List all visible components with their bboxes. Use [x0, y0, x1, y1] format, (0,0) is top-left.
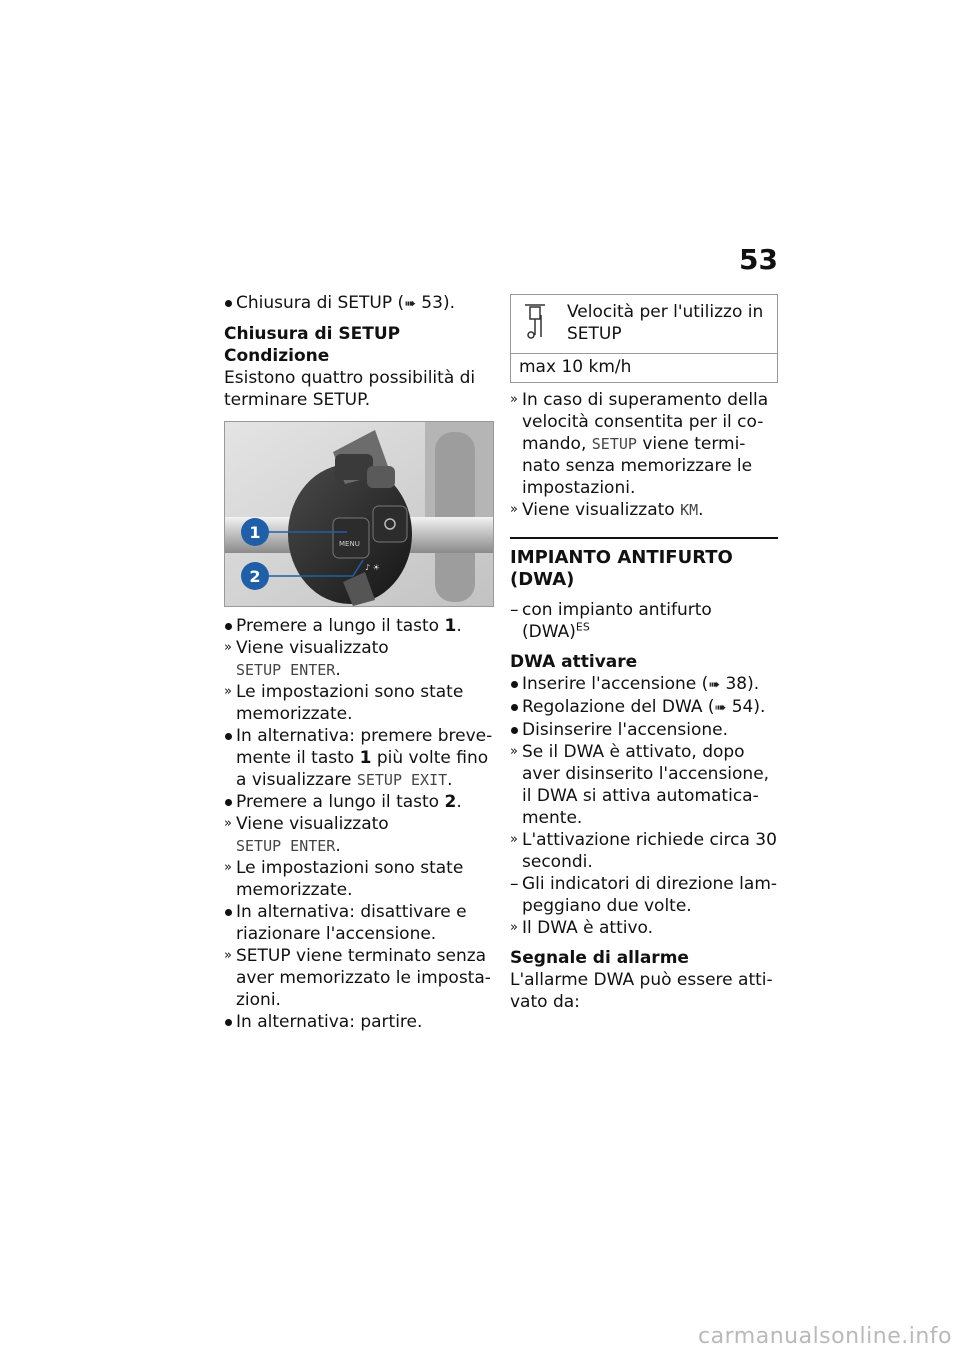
result-chevron-icon: » — [224, 816, 232, 831]
right-column — [510, 292, 778, 1013]
svg-text:MENU: MENU — [339, 540, 360, 548]
page-ref-arrow-icon: ➠ — [714, 700, 727, 716]
bullet-icon — [511, 727, 518, 734]
result-setup-enter-2: » Viene visualizzato SETUP ENTER. — [224, 814, 389, 856]
result-chevron-icon: » — [510, 744, 518, 759]
alarm-text-1: L'allarme DWA può essere atti- — [510, 970, 773, 990]
intro-line-1: Esistono quattro possibilità di — [224, 368, 476, 388]
bullet-icon — [225, 799, 232, 806]
speed-info-label-2: SETUP — [567, 324, 622, 344]
dash-marker: – — [510, 874, 519, 894]
svg-text:♪ ☀: ♪ ☀ — [365, 563, 380, 572]
step-alternative-ride: In alternativa: partire. — [224, 1011, 494, 1033]
note-indicators-flash: – Gli indicatori di direzione lam- peggiano due volte. — [510, 874, 778, 916]
step-ignition-on: Inserire l'accensione (➠ 38). — [510, 673, 778, 696]
bullet-icon — [225, 623, 232, 630]
bullet-icon — [225, 909, 232, 916]
heading-alarm-signal: Segnale di allarme — [510, 948, 689, 968]
figure-label-1: 1 — [249, 523, 261, 542]
section-title-dwa: IMPIANTO ANTIFURTO (DWA) — [510, 537, 778, 591]
bullet-icon — [511, 704, 518, 711]
result-setup-terminated: » SETUP viene terminato senza aver memorizzato le imposta- zioni. — [224, 946, 491, 1010]
speed-info-header — [511, 295, 777, 354]
result-chevron-icon: » — [224, 640, 232, 655]
dash-marker: – — [510, 600, 519, 620]
result-dwa-auto: » Se il DWA è attivato, dopo aver disinserito l'accensione, il DWA si attiva automatica- mente. — [510, 742, 770, 828]
bullet-close-setup-ref: Chiusura di SETUP (➠ 53). — [224, 292, 494, 315]
page-ref-arrow-icon: ➠ — [708, 677, 721, 693]
page-ref-arrow-icon: ➠ — [404, 296, 416, 312]
left-column — [224, 292, 494, 1033]
watermark: carmanualsonline.info — [698, 1324, 952, 1349]
result-chevron-icon: » — [510, 832, 518, 847]
speed-info-label-1: Velocità per l'utilizzo in — [567, 302, 764, 322]
handlebar-switch-figure — [224, 421, 494, 607]
step-press-long-2: Premere a lungo il tasto 2. — [224, 791, 494, 813]
result-saved-1: » Le impostazioni sono state memorizzate. — [224, 682, 464, 724]
page-link-38[interactable]: 38 — [725, 674, 748, 694]
step-ignition-off: Disinserire l'accensione. — [510, 719, 778, 741]
intro-line-2: terminare SETUP. — [224, 390, 371, 410]
heading-dwa-activate: DWA attivare — [510, 652, 638, 672]
result-chevron-icon: » — [510, 920, 518, 935]
page-link-54[interactable]: 54 — [731, 697, 754, 717]
result-saved-2: » Le impostazioni sono state memorizzate. — [224, 858, 464, 900]
figure-label-2: 2 — [249, 567, 261, 586]
result-chevron-icon: » — [224, 684, 232, 699]
option-with-dwa: – con impianto antifurto (DWA)$^{ES}$ — [510, 600, 712, 642]
heading-condition: Condizione — [224, 346, 330, 366]
bullet-icon — [511, 681, 518, 688]
page-link-53[interactable]: 53 — [421, 293, 443, 313]
result-dwa-active: » Il DWA è attivo. — [510, 918, 654, 938]
result-chevron-icon: » — [510, 392, 518, 407]
step-alternative-short-press: In alternativa: premere breve- mente il tasto 1 più volte fino a visualizzare SETUP EXIT. — [224, 725, 494, 791]
page-number: 53 — [739, 243, 778, 276]
step-press-long-1: Premere a lungo il tasto 1. — [224, 615, 494, 637]
heading-close-setup: Chiusura di SETUP — [224, 324, 401, 344]
speed-info-value: max 10 km/h — [519, 357, 632, 377]
step-alternative-ignition: In alternativa: disattivare e riazionare l'accensione. — [224, 901, 494, 945]
bullet-icon — [225, 1019, 232, 1026]
handlebar-switch-illustration — [225, 422, 494, 607]
speed-limit-icon — [521, 301, 561, 347]
result-speed-exceeded: » In caso di superamento della velocità consentita per il co- mando, SETUP viene termi- nato senza memorizzare le impostazioni. — [510, 390, 769, 498]
alarm-text-2: vato da: — [510, 992, 580, 1012]
result-activation-time: » L'attivazione richiede circa 30 secondi. — [510, 830, 777, 872]
result-chevron-icon: » — [510, 502, 518, 517]
speed-info-table — [510, 294, 778, 383]
result-km-displayed: » Viene visualizzato KM. — [510, 500, 704, 520]
bullet-icon — [225, 733, 232, 740]
es-badge: ES — [575, 620, 590, 634]
result-chevron-icon: » — [224, 948, 232, 963]
result-setup-enter-1: » Viene visualizzato SETUP ENTER. — [224, 638, 389, 680]
bullet-icon — [225, 300, 232, 307]
result-chevron-icon: » — [224, 860, 232, 875]
step-dwa-settings: Regolazione del DWA (➠ 54). — [510, 696, 778, 719]
